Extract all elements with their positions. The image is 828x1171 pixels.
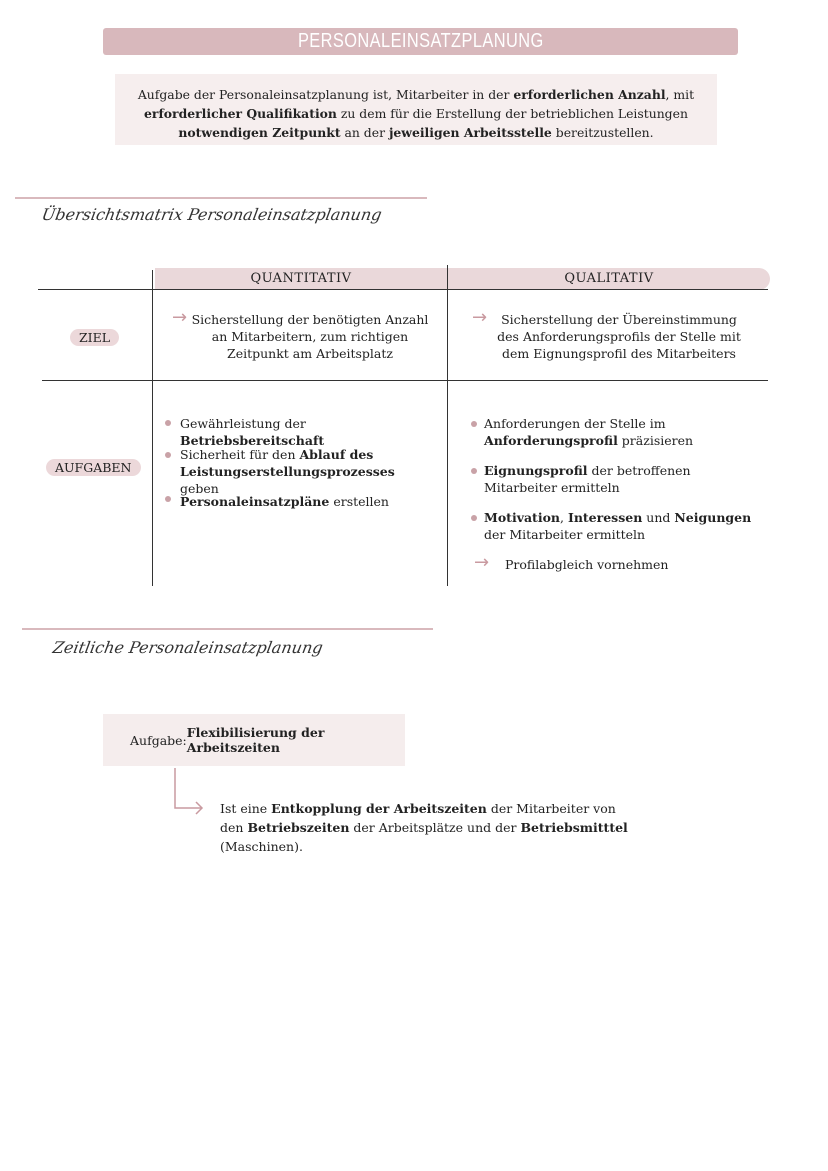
quant-task-2 [180,446,415,497]
qual-task-3 [484,509,754,543]
intro-text: bereitzustellen. [551,125,654,140]
qual-task-4: Profilabgleich vornehmen [505,557,669,572]
desc-bold: Betriebszeiten [247,820,350,835]
desc-text: (Maschinen). [220,839,303,854]
task-value: Flexibilisierung der Arbeitszeiten [186,725,325,755]
task-text: , [560,510,568,525]
bullet-dot-icon [471,421,477,427]
section-divider [22,628,433,630]
task-text: Sicherheit für den [180,447,300,462]
task-bold: Personaleinsatzpläne [180,494,330,509]
desc-bold: Entkopplung der Arbeitszeiten [271,801,487,816]
matrix-line [38,289,768,290]
intro-text: an der [340,125,389,140]
intro-bold: erforderlicher Qualifikation [144,106,337,121]
intro-text: , mit [665,87,695,102]
task-bold: Motivation [484,510,561,525]
ziel-quantitativ: Sicherstellung der benötigten Anzahl an Mitarbeitern, zum richtigen Zeitpunkt am Arbeitsplatz [191,312,429,361]
column-header-qualitativ: QUALITATIV [564,271,654,286]
intro-bold: notwendigen Zeitpunkt [178,125,341,140]
task-text: erstellen [329,494,389,509]
task-text: der betroffenen Mitarbeiter ermitteln [484,463,691,495]
right-arrow-icon: → [474,552,490,573]
desc-text: der Mitarbeiter von den [220,801,616,835]
matrix-line [42,380,768,381]
desc-text: Ist eine [220,801,272,816]
quant-task-1 [180,415,440,449]
column-header-quantitativ: QUANTITATIV [250,271,352,286]
task-bold: Betriebsbereitschaft [180,433,325,448]
section-heading-zeitlich: Zeitliche Personaleinsatzplanung [51,638,325,657]
ziel-qualitativ: Sicherstellung der Übereinstimmung des Anforderungsprofils der Stelle mit dem Eignungsprofil des Mitarbeiters [497,312,741,361]
intro-bold: erforderlichen Anzahl [513,87,666,102]
right-arrow-icon: → [172,307,188,328]
task-box [103,714,405,766]
description [220,799,640,856]
task-text: geben [180,481,219,496]
qual-task-2 [484,462,744,496]
section-heading-matrix: Übersichtsmatrix Personaleinsatzplanung [40,205,384,224]
desc-bold: Betriebsmitttel [520,820,628,835]
task-text: der Mitarbeiter ermitteln [484,527,646,542]
task-bold: Anforderungsprofil [484,433,618,448]
task-bold: Ablauf des Leistungserstellungsprozesses [180,447,395,479]
bullet-dot-icon [165,420,171,426]
matrix-line [447,265,448,586]
page-title: PERSONALEINSATZPLANUNG [297,30,544,52]
right-arrow-icon: → [472,307,488,328]
task-bold: Interessen [567,510,643,525]
task-text: Anforderungen der Stelle im [484,416,666,431]
row-label-ziel: ZIEL [70,329,119,346]
bullet-dot-icon [471,515,477,521]
qual-task-1 [484,415,774,449]
bullet-dot-icon [471,468,477,474]
task-text: und [642,510,675,525]
bullet-dot-icon [165,452,171,458]
task-text: präzisieren [617,433,694,448]
corner-arrow-icon [168,768,208,820]
task-label: Aufgabe: [130,732,187,748]
desc-text: der Arbeitsplätze und der [349,820,521,835]
bullet-dot-icon [165,496,171,502]
matrix-line [152,270,153,586]
intro-box [115,74,717,145]
intro-text: zu dem für die Erstellung der betrieblichen Leistungen [336,106,688,121]
intro-text: Aufgabe der Personaleinsatzplanung ist, Mitarbeiter in der [137,87,514,102]
task-text: Gewährleistung der [180,416,306,431]
row-label-aufgaben: AUFGABEN [46,459,141,476]
quant-task-3 [180,493,440,510]
title-bar [103,28,738,55]
task-bold: Eignungsprofil [484,463,588,478]
section-divider [15,197,427,199]
intro-bold: jeweiligen Arbeitsstelle [388,125,552,140]
task-bold: Neigungen [674,510,752,525]
